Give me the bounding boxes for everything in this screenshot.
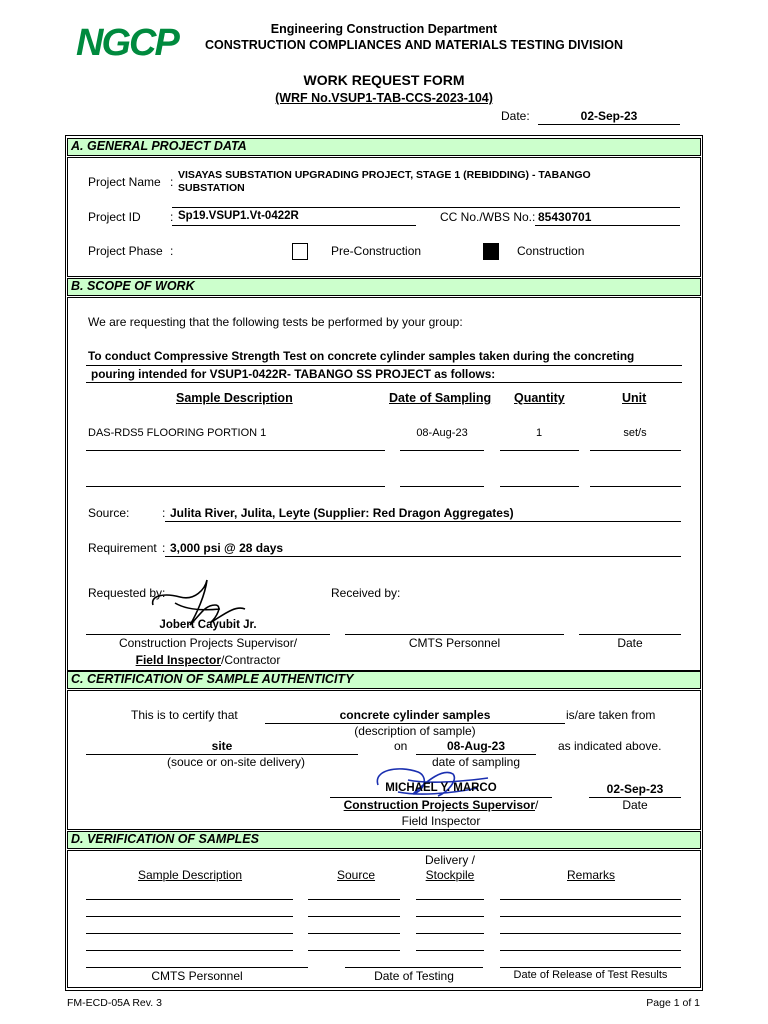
certify-date-value: 02-Sep-23 <box>606 782 664 796</box>
site-caption: (souce or on-site delivery) <box>166 755 306 769</box>
requested-by-label: Requested by: <box>88 586 166 600</box>
form-code: FM-ECD-05A Rev. 3 <box>67 997 162 1009</box>
d-cmts-personnel: CMTS Personnel <box>151 969 243 983</box>
row2-date-line <box>400 486 484 487</box>
pre-construction-label: Pre-Construction <box>331 244 422 258</box>
project-id-value: Sp19.VSUP1.Vt-0422R <box>178 210 299 222</box>
scope-intro: We are requesting that the following tests be performed by your group: <box>88 315 463 329</box>
wrf-number: (WRF No.VSUP1-TAB-CCS-2023-104) <box>275 91 493 105</box>
row1-date-line <box>400 450 484 451</box>
section-c-heading: C. CERTIFICATION OF SAMPLE AUTHENTICITY <box>67 671 701 689</box>
project-phase-colon: : <box>170 244 174 258</box>
d-row2-source <box>308 916 400 917</box>
source-label: Source: <box>88 506 130 520</box>
scope-underline-1 <box>86 365 682 366</box>
contractor-text: /Contractor <box>221 653 281 667</box>
certify-text: This is to certify that <box>131 708 238 722</box>
d-row1-source <box>308 899 400 900</box>
d-row4-delivery <box>416 950 484 951</box>
field-inspector-text: Field Inspector <box>135 653 221 667</box>
date-value: 02-Sep-23 <box>580 109 638 123</box>
project-id-underline <box>172 225 416 226</box>
row2-qty-line <box>500 486 579 487</box>
d-row1-remarks <box>500 899 681 900</box>
row-sample-description: DAS-RDS5 FLOORING PORTION 1 <box>88 427 267 439</box>
section-b-heading: B. SCOPE OF WORK <box>67 278 701 296</box>
requester-name: Jobert Cayubit Jr. <box>159 619 257 631</box>
d-col-remarks: Remarks <box>567 868 616 882</box>
d-col-sample-description: Sample Description <box>138 868 243 882</box>
d-col-delivery-1: Delivery / <box>424 853 475 867</box>
d-row4-source <box>308 950 400 951</box>
scope-underline-2 <box>86 382 682 383</box>
requirement-colon: : <box>162 541 166 555</box>
date-label: Date: <box>501 109 530 123</box>
row-date-of-sampling: 08-Aug-23 <box>416 427 468 439</box>
project-name-underline <box>172 207 680 208</box>
row1-unit-line <box>590 450 681 451</box>
d-testing-date-line <box>345 967 483 968</box>
section-d-heading: D. VERIFICATION OF SAMPLES <box>67 831 701 849</box>
cmts-personnel-label: CMTS Personnel <box>408 636 501 650</box>
row2-desc-line <box>86 486 385 487</box>
d-row2-remarks <box>500 916 681 917</box>
received-date-line <box>579 634 681 635</box>
scope-line-2: pouring intended for VSUP1-0422R- TABANGO SS PROJECT as follows: <box>91 367 496 381</box>
d-row3-source <box>308 933 400 934</box>
requester-role-2 <box>86 653 330 667</box>
certify-date-label: Date <box>622 798 648 812</box>
d-col-delivery-2: Stockpile <box>425 868 475 882</box>
project-name-colon: : <box>170 175 174 189</box>
section-a-heading: A. GENERAL PROJECT DATA <box>67 138 701 156</box>
row1-qty-line <box>500 450 579 451</box>
requirement-label: Requirement <box>88 541 157 555</box>
date-underline <box>538 124 680 125</box>
on-text: on <box>394 739 408 753</box>
construction-label: Construction <box>517 244 585 258</box>
requester-sign-line <box>86 634 330 635</box>
row-unit: set/s <box>623 427 647 439</box>
project-id-colon: : <box>170 210 174 224</box>
site-value: site <box>211 739 233 753</box>
d-row4-remarks <box>500 950 681 951</box>
col-quantity: Quantity <box>514 391 565 405</box>
d-row3-delivery <box>416 933 484 934</box>
certifier-role-1 <box>330 798 552 812</box>
received-by-label: Received by: <box>331 586 401 600</box>
d-row3-remarks <box>500 933 681 934</box>
d-date-of-testing: Date of Testing <box>374 969 454 983</box>
project-phase-label: Project Phase <box>88 244 163 258</box>
received-date-label: Date <box>617 636 643 650</box>
form-title: WORK REQUEST FORM <box>303 72 465 88</box>
d-release-date-line <box>500 967 681 968</box>
cps-slash: / <box>535 798 539 812</box>
scope-line-1: To conduct Compressive Strength Test on concrete cylinder samples taken during the concreting <box>88 349 635 363</box>
certifier-role-2: Field Inspector <box>401 814 481 828</box>
d-row2-desc <box>86 916 293 917</box>
d-cmts-sign-line <box>86 967 308 968</box>
description-caption: (description of sample) <box>354 724 476 738</box>
d-row2-delivery <box>416 916 484 917</box>
col-date-of-sampling: Date of Sampling <box>389 391 492 405</box>
department-title: Engineering Construction Department <box>270 22 498 36</box>
cps-text: Construction Projects Supervisor <box>343 798 536 812</box>
requester-role-1: Construction Projects Supervisor/ <box>118 636 298 650</box>
cc-label: CC No./WBS No.: <box>440 210 536 224</box>
d-row3-desc <box>86 933 293 934</box>
as-indicated-text: as indicated above. <box>558 739 662 753</box>
division-title: CONSTRUCTION COMPLIANCES AND MATERIALS TESTING DIVISION <box>204 38 624 52</box>
col-unit: Unit <box>622 391 647 405</box>
requirement-value: 3,000 psi @ 28 days <box>170 541 284 555</box>
logo: NGCP <box>76 22 178 64</box>
certifier-name: MICHAEL Y. MARCO <box>385 782 497 794</box>
project-name-value: VISAYAS SUBSTATION UPGRADING PROJECT, STAGE 1 (REBIDDING) - TABANGO <box>178 169 591 181</box>
receiver-sign-line <box>345 634 564 635</box>
project-name-label: Project Name <box>88 175 161 189</box>
date-caption: date of sampling <box>431 755 521 769</box>
requirement-underline <box>165 556 681 557</box>
sampling-date-value: 08-Aug-23 <box>446 739 505 753</box>
page-number: Page 1 of 1 <box>646 997 700 1009</box>
row2-unit-line <box>590 486 681 487</box>
d-col-source: Source <box>337 868 376 882</box>
source-value: Julita River, Julita, Leyte (Supplier: Red Dragon Aggregates) <box>170 506 514 520</box>
d-row1-desc <box>86 899 293 900</box>
construction-checkbox[interactable] <box>483 243 499 260</box>
d-row1-delivery <box>416 899 484 900</box>
row-quantity: 1 <box>535 427 543 439</box>
cc-value: 85430701 <box>538 210 592 224</box>
source-underline <box>165 521 681 522</box>
col-sample-description: Sample Description <box>176 391 293 405</box>
pre-construction-checkbox[interactable] <box>292 243 308 260</box>
row1-desc-line <box>86 450 385 451</box>
sample-value: concrete cylinder samples <box>339 708 491 722</box>
source-colon: : <box>162 506 166 520</box>
d-date-of-release: Date of Release of Test Results <box>513 969 668 981</box>
cc-underline <box>535 225 680 226</box>
project-name-value-2: SUBSTATION <box>178 182 245 194</box>
istaken-text: is/are taken from <box>566 708 656 722</box>
d-row4-desc <box>86 950 293 951</box>
project-id-label: Project ID <box>88 210 141 224</box>
